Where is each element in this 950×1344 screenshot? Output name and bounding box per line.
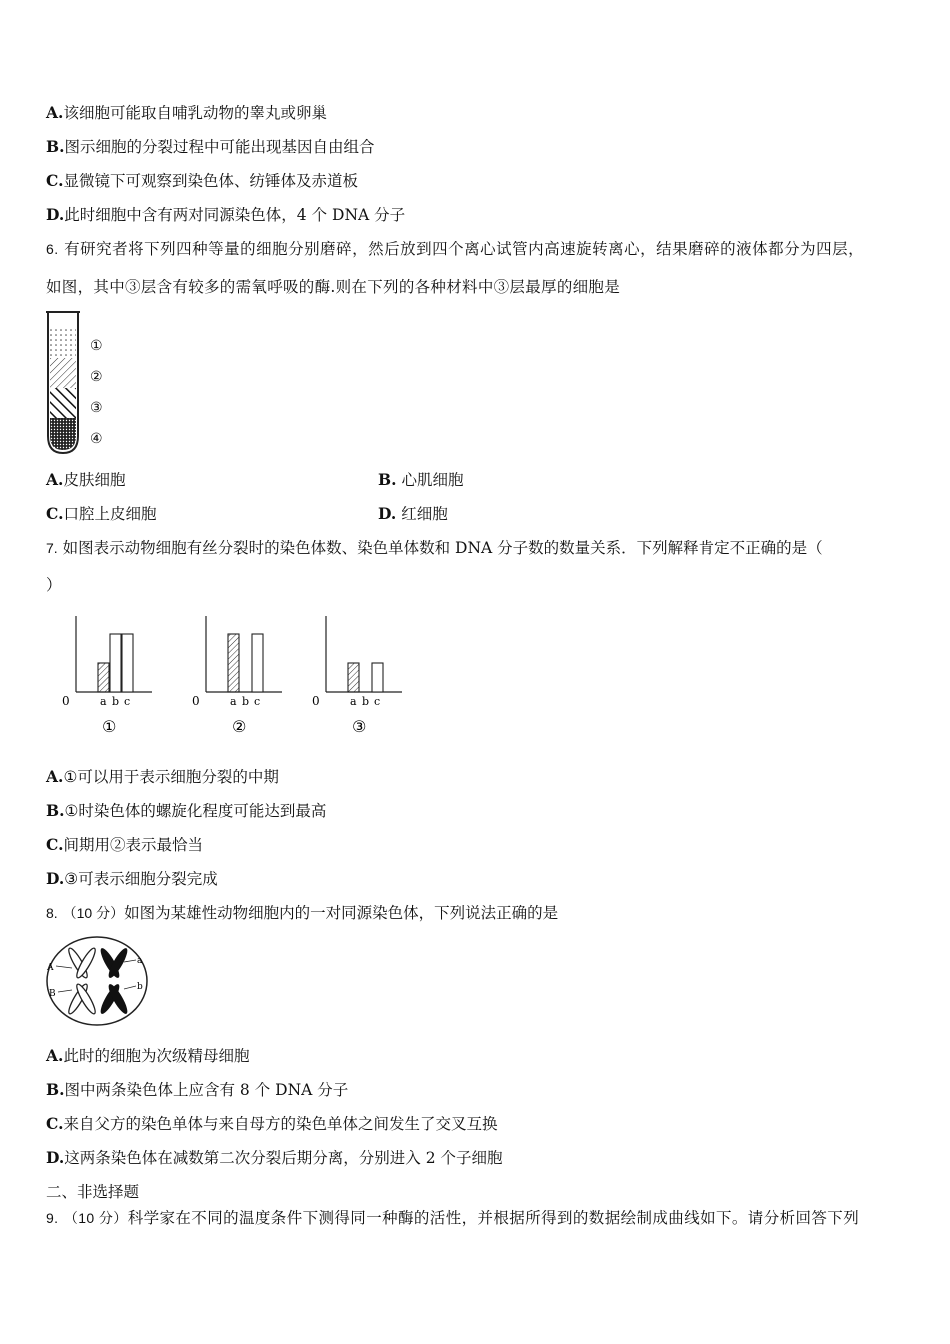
q5-option-b: B.图示细胞的分裂过程中可能出现基因自由组合 [46,137,375,156]
q6-stem-line1: 6. 有研究者将下列四种等量的细胞分别磨碎，然后放到四个离心试管内高速旋转离心，结果磨碎的液体都分为四层， [46,240,865,258]
section-heading: 二、非选择题 [46,1183,140,1201]
q7-option-c: C.间期用②表示最恰当 [46,835,203,854]
origin-label: 0 [312,694,320,708]
q8-option-a: A.此时的细胞为次级精母细胞 [46,1046,250,1065]
chart-title: ② [232,717,247,736]
cell-outline [47,937,147,1025]
bar-a [228,634,239,692]
origin-label: 0 [62,694,70,708]
layer-label-4: ④ [90,431,103,447]
bar-c [372,663,383,692]
q8-option-b: B.图中两条染色体上应含有 8 个 DNA 分子 [46,1080,349,1099]
label-B: B [49,989,56,999]
layer-label-3: ③ [90,400,103,416]
label-a: a [137,956,143,966]
tick-label-b: b [242,695,250,708]
q6-option-a: A.皮肤细胞 [46,470,126,489]
q7-stem-line1: 7. 如图表示动物细胞有丝分裂时的染色体数、染色单体数和 DNA 分子数的数量关系．下列解释肯定不正确的是（ [46,539,823,557]
q6-stem-line2: 如图，其中③层含有较多的需氧呼吸的酶.则在下列的各种材料中③层最厚的细胞是 [46,278,621,296]
chart-title: ③ [352,717,367,736]
chart-title: ① [102,717,117,736]
q7-option-a: A.①可以用于表示细胞分裂的中期 [46,767,279,786]
chart-3 [312,616,402,736]
origin-label: 0 [192,694,200,708]
tick-label-c: c [374,695,381,708]
chromosome-right [98,946,131,1016]
q6-option-b: B. 心肌细胞 [378,470,464,489]
q7-stem-line2: ） [46,576,62,594]
tick-label-c: c [124,695,131,708]
q7-bar-charts [60,612,420,742]
homologous-chromosome-figure [44,934,154,1029]
q8-option-c: C.来自父方的染色单体与来自母方的染色单体之间发生了交叉互换 [46,1114,498,1133]
bar-b [110,634,121,692]
q5-option-c: C.显微镜下可观察到染色体、纺锤体及赤道板 [46,171,358,190]
chart-2 [192,616,282,736]
q5-option-d: D.此时细胞中含有两对同源染色体，4 个 DNA 分子 [46,205,406,224]
tick-label-a: a [230,695,237,708]
tick-label-a: a [100,695,107,708]
tick-label-a: a [350,695,357,708]
tube-layer-labels [90,331,103,455]
bar-a [98,663,109,692]
tick-label-b: b [362,695,370,708]
q9-stem: 9. （10 分）科学家在不同的温度条件下测得同一种酶的活性，并根据所得到的数据绘制成曲线如下。请分析回答下列 [46,1209,860,1227]
chart-1 [62,616,152,736]
label-b: b [137,982,143,992]
tick-label-c: c [254,695,261,708]
q8-stem: 8. （10 分）如图为某雄性动物细胞内的一对同源染色体，下列说法正确的是 [46,904,559,922]
bar-c [122,634,133,692]
q6-option-d: D. 红细胞 [378,504,448,523]
tick-label-b: b [112,695,120,708]
chromosome-left [66,946,98,1015]
centrifuge-tube-figure [44,308,124,458]
q7-option-d: D.③可表示细胞分裂完成 [46,869,218,888]
bar-a [348,663,359,692]
bar-c [252,634,263,692]
label-A: A [47,963,54,973]
layer-label-2: ② [90,369,103,385]
q7-option-b: B.①时染色体的螺旋化程度可能达到最高 [46,801,327,820]
q6-option-c: C.口腔上皮细胞 [46,504,157,523]
tube [46,312,80,453]
q8-option-d: D.这两条染色体在减数第二次分裂后期分离，分别进入 2 个子细胞 [46,1148,503,1167]
q5-option-a: A.该细胞可能取自哺乳动物的睾丸或卵巢 [46,103,327,122]
layer-label-1: ① [90,338,103,354]
